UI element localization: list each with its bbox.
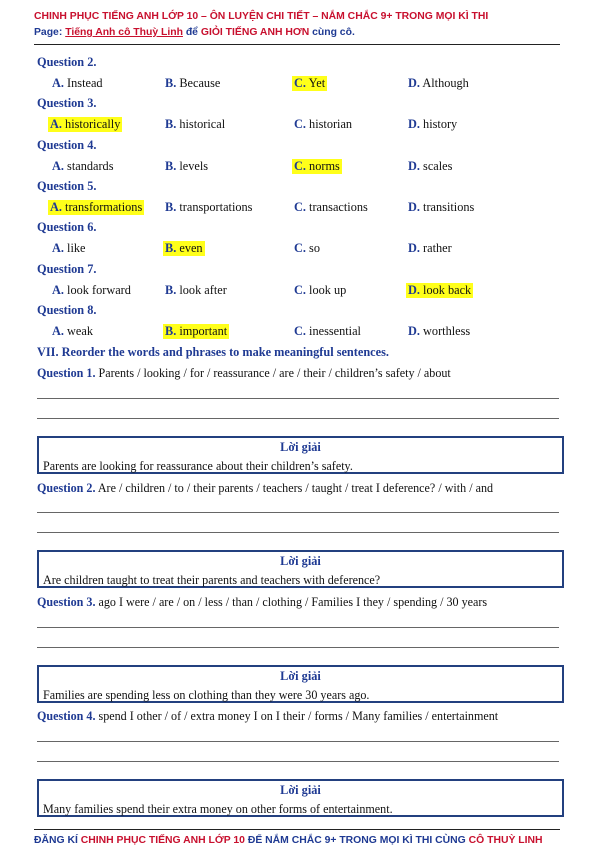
- question-title: Question 6.: [37, 220, 97, 234]
- question-title: Question 7.: [37, 262, 97, 276]
- option-d[interactable]: D. scales: [408, 159, 453, 173]
- header-page-line: [34, 27, 355, 38]
- reorder-question: Question 2. Are / children / to / their parents / teachers / taught / treat I deference? / with / and: [37, 481, 494, 495]
- solution-text: Many families spend their extra money on other forms of entertainment.: [43, 802, 393, 816]
- option-a[interactable]: A. look forward: [52, 283, 131, 297]
- answer-line[interactable]: [37, 761, 559, 762]
- option-b[interactable]: B. historical: [165, 117, 226, 131]
- solution-box: [37, 665, 564, 703]
- answer-line[interactable]: [37, 647, 559, 648]
- solution-title: Lời giải: [280, 783, 321, 797]
- option-b-answer[interactable]: B. even: [165, 241, 203, 255]
- option-b-answer[interactable]: B. important: [165, 324, 228, 338]
- question-title: Question 5.: [37, 179, 97, 193]
- solution-box: [37, 436, 564, 474]
- option-d[interactable]: D. history: [408, 117, 458, 131]
- option-a[interactable]: A. weak: [52, 324, 93, 338]
- footer-divider: [34, 829, 560, 830]
- solution-title: Lời giải: [280, 669, 321, 683]
- answer-line[interactable]: [37, 418, 559, 419]
- option-a[interactable]: A. like: [52, 241, 86, 255]
- option-c[interactable]: C. historian: [294, 117, 353, 131]
- solution-title: Lời giải: [280, 554, 321, 568]
- option-d[interactable]: D. worthless: [408, 324, 471, 338]
- option-c-answer[interactable]: C. norms: [294, 159, 340, 173]
- question-title: Question 3.: [37, 96, 97, 110]
- option-d-answer[interactable]: D. look back: [408, 283, 472, 297]
- option-b[interactable]: B. look after: [165, 283, 227, 297]
- option-a[interactable]: A. Instead: [52, 76, 103, 90]
- answer-line[interactable]: [37, 532, 559, 533]
- answer-line[interactable]: [37, 398, 559, 399]
- page-cta: GIỎI TIẾNG ANH HƠN: [200, 27, 310, 38]
- reorder-question: Question 1. Parents / looking / for / reassurance / are / their / children’s safety / about: [37, 366, 451, 380]
- option-a[interactable]: A. standards: [52, 159, 114, 173]
- page-mid: để: [182, 27, 201, 38]
- page-suffix: cùng cô.: [309, 27, 355, 38]
- solution-title: Lời giải: [280, 440, 321, 454]
- option-a-answer[interactable]: A. transformations: [50, 200, 143, 214]
- question-title: Question 4.: [37, 138, 97, 152]
- answer-line[interactable]: [37, 741, 559, 742]
- page-prefix: Page:: [34, 27, 66, 38]
- option-c[interactable]: C. so: [294, 241, 320, 255]
- option-b[interactable]: B. levels: [165, 159, 209, 173]
- option-c[interactable]: C. inessential: [294, 324, 361, 338]
- solution-box: [37, 550, 564, 588]
- solution-box: [37, 779, 564, 817]
- section-heading: VII. Reorder the words and phrases to make meaningful sentences.: [37, 345, 389, 359]
- option-a-answer[interactable]: A. historically: [50, 117, 121, 131]
- header-divider: [34, 44, 560, 45]
- option-d[interactable]: D. transitions: [408, 200, 475, 214]
- solution-text: Are children taught to treat their parents and teachers with deference?: [43, 573, 381, 587]
- option-c[interactable]: C. transactions: [294, 200, 368, 214]
- header-title: CHINH PHỤC TIẾNG ANH LỚP 10 – ÔN LUYỆN CHI TIẾT – NẮM CHẮC 9+ TRONG MỌI KÌ THI: [34, 11, 489, 22]
- reorder-question: Question 3. ago I were / are / on / less / than / clothing / Families I they / spending / 30 years: [37, 595, 488, 609]
- solution-text: Parents are looking for reassurance about their children’s safety.: [43, 459, 353, 473]
- option-c-answer[interactable]: C. Yet: [294, 76, 326, 90]
- option-b[interactable]: B. Because: [165, 76, 221, 90]
- option-d[interactable]: D. Although: [408, 76, 469, 90]
- question-title: Question 8.: [37, 303, 97, 317]
- answer-line[interactable]: [37, 512, 559, 513]
- reorder-question: Question 4. spend I other / of / extra money I on I their / forms / Many families / entertainment: [37, 709, 499, 723]
- option-c[interactable]: C. look up: [294, 283, 347, 297]
- option-d[interactable]: D. rather: [408, 241, 452, 255]
- page-name-link[interactable]: Tiếng Anh cô Thuỳ Linh: [65, 27, 183, 38]
- option-b[interactable]: B. transportations: [165, 200, 253, 214]
- solution-text: Families are spending less on clothing than they were 30 years ago.: [43, 688, 370, 702]
- answer-line[interactable]: [37, 627, 559, 628]
- question-title: Question 2.: [37, 55, 97, 69]
- footer-banner: ĐĂNG KÍ CHINH PHỤC TIẾNG ANH LỚP 10 ĐỂ NẮM CHẮC 9+ TRONG MỌI KÌ THI CÙNG CÔ THUỲ LINH: [34, 835, 543, 846]
